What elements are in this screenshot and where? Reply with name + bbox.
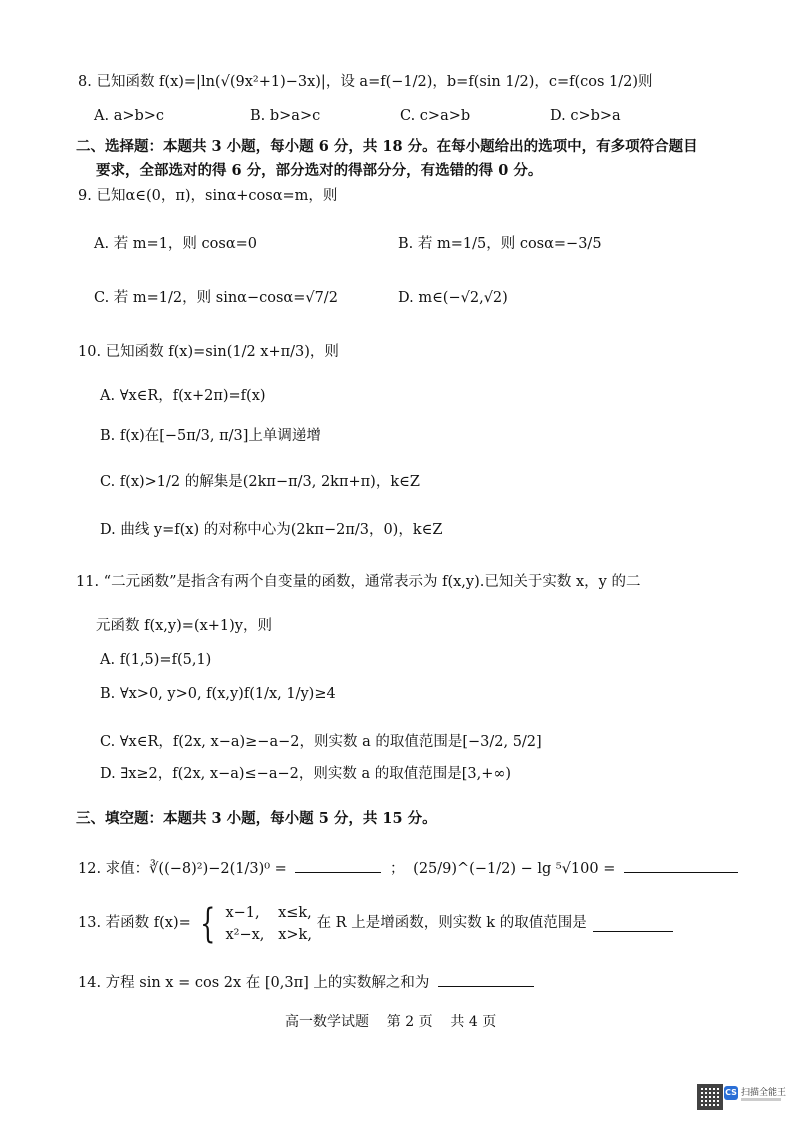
q8-option-d: D. c>b>a [550,108,621,124]
qr-code-icon [697,1084,723,1110]
q13-case-2: x²−x, x>k, [225,927,312,943]
q14-stem: 14. 方程 sin x = cos 2x 在 [0,3π] 上的实数解之和为 [78,975,430,991]
section2-instructions-line1: 二、选择题：本题共 3 小题，每小题 6 分，共 18 分。在每小题给出的选项中，有多项符合题目 [76,138,698,155]
q12-answer-blank-1[interactable] [295,858,381,873]
q9-option-a: A. 若 m=1，则 cosα=0 [94,236,257,252]
camscanner-subline [741,1098,781,1101]
q12-expression-1: 12. 求值：∛((−8)²)−2(1/3)⁰ = [78,861,287,877]
q9-option-b: B. 若 m=1/5，则 cosα=−3/5 [398,236,602,252]
camscanner-logo-icon: CS [724,1086,738,1100]
q9-stem: 9. 已知α∈(0，π)，sinα+cosα=m，则 [78,188,338,204]
q11-option-d: D. ∃x≥2，f(2x, x−a)≤−a−2，则实数 a 的取值范围是[3,+∞) [100,766,512,782]
q14-row [78,972,534,992]
q8-stem: 8. 已知函数 f(x)=|ln(√(9x²+1)−3x)|，设 a=f(−1/2)，b=f(sin 1/2)，c=f(cos 1/2)则 [78,74,653,90]
q8-option-b: B. b>a>c [250,108,321,124]
q11-option-b: B. ∀x>0, y>0, f(x,y)f(1/x, 1/y)≥4 [100,686,336,702]
q13-case-1: x−1, x≤k, [225,905,312,921]
q9-option-d: D. m∈(−√2,√2) [398,290,508,306]
q13-piecewise-brace: { [200,901,216,947]
q12-answer-blank-2[interactable] [624,858,738,873]
q13-piecewise-cases [225,902,311,946]
q12-separator: ； [390,861,405,877]
camscanner-label: 扫描全能王 [741,1088,787,1098]
q10-option-a: A. ∀x∈R，f(x+2π)=f(x) [100,388,266,404]
q12-expression-2: (25/9)^(−1/2) − lg ⁵√100 = [413,861,616,877]
page-footer: 高一数学试题 第 2 页 共 4 页 [285,1014,497,1030]
q12-row [78,858,738,878]
q10-option-b: B. f(x)在[−5π/3, π/3]上单调递增 [100,428,321,444]
q11-option-c: C. ∀x∈R，f(2x, x−a)≥−a−2，则实数 a 的取值范围是[−3/2, 5/2] [100,734,542,750]
q13-answer-blank[interactable] [593,917,673,932]
q8-option-c: C. c>a>b [400,108,471,124]
section2-instructions-line2: 要求，全部选对的得 6 分，部分选对的得部分分，有选错的得 0 分。 [96,162,543,179]
q10-stem: 10. 已知函数 f(x)=sin(1/2 x+π/3)，则 [78,344,339,360]
q11-stem-line2: 元函数 f(x,y)=(x+1)y，则 [96,618,272,634]
q10-option-d: D. 曲线 y=f(x) 的对称中心为(2kπ−2π/3，0)，k∈Z [100,522,443,538]
q9-option-c: C. 若 m=1/2，则 sinα−cosα=√7/2 [94,290,338,306]
q13-row [78,902,673,946]
q8-option-a: A. a>b>c [94,108,165,124]
q13-suffix: 在 R 上是增函数，则实数 k 的取值范围是 [316,915,587,932]
q10-option-c: C. f(x)>1/2 的解集是(2kπ−π/3, 2kπ+π)，k∈Z [100,474,420,490]
section3-title: 三、填空题：本题共 3 小题，每小题 5 分，共 15 分。 [76,810,437,827]
q13-prefix: 13. 若函数 f(x)= [78,915,191,932]
q11-stem-line1: 11. “二元函数”是指含有两个自变量的函数，通常表示为 f(x,y).已知关于实数 x，y 的二 [76,574,641,590]
q14-answer-blank[interactable] [438,972,534,987]
q11-option-a: A. f(1,5)=f(5,1) [100,652,212,668]
